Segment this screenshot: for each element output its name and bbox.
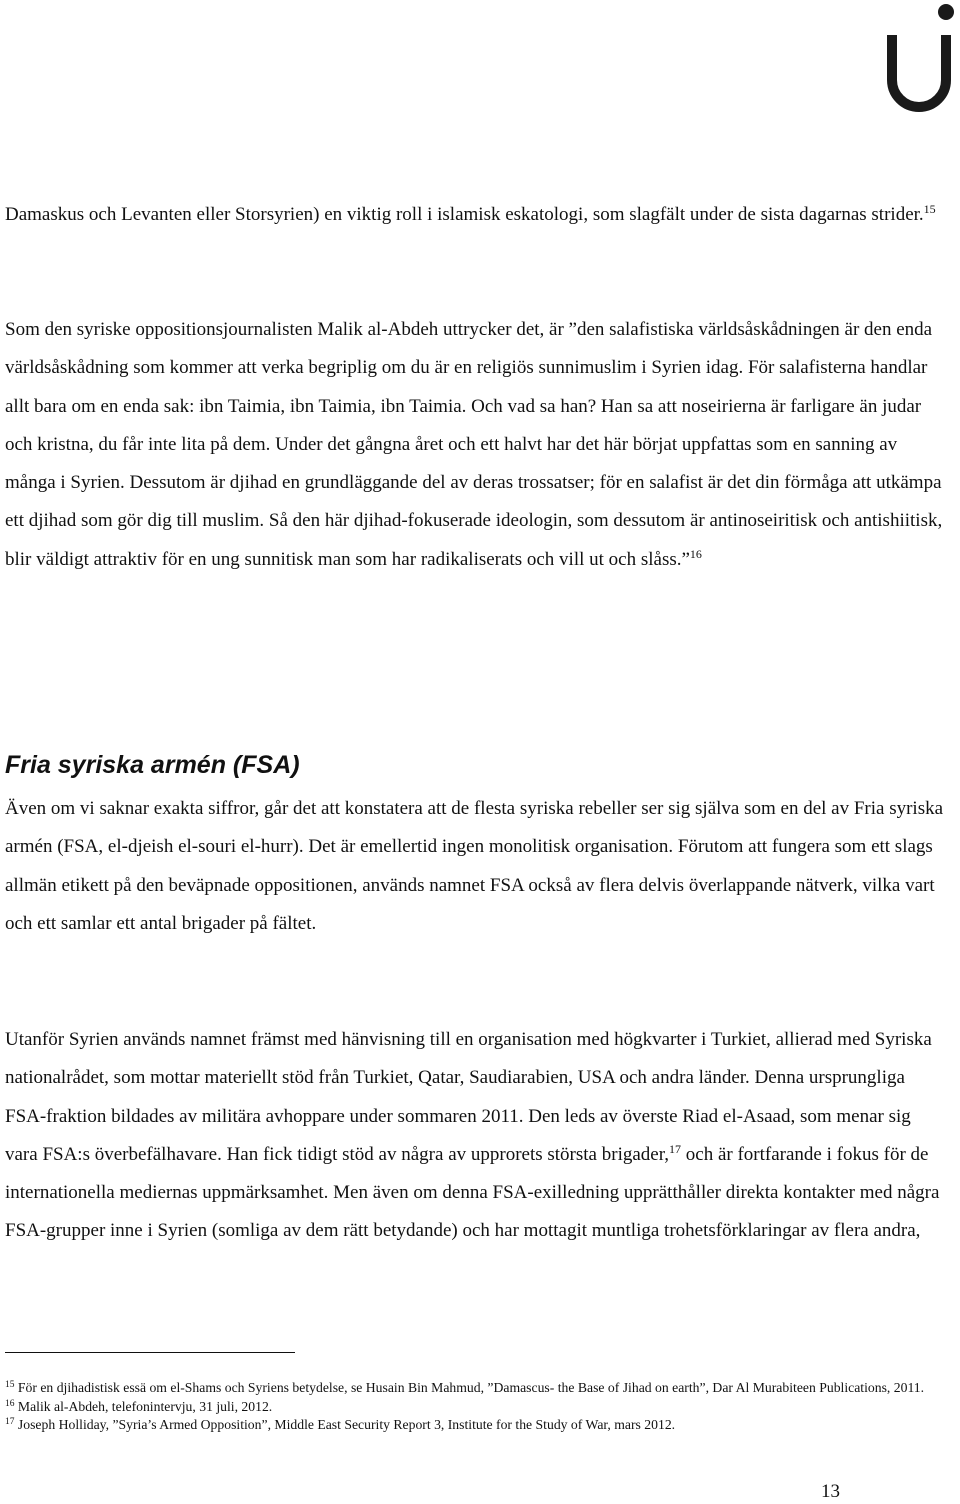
- footnote-ref-16[interactable]: 16: [689, 546, 702, 561]
- publisher-logo: [884, 2, 954, 122]
- section-heading: Fria syriska armén (FSA): [5, 751, 300, 779]
- paragraph-4: [5, 1021, 945, 1251]
- page-number: 13: [821, 1481, 840, 1502]
- paragraph-4-text-b: och är fortfarande i fokus för de internationella mediernas uppmärksamhet. Men även om denna FSA-exilledning upprätthåller direkta kontakter med några FSA-grupper inne i Syrien (somliga av dem rätt betydande) och har mottagit muntliga trohetsförklaringar av flera andra,: [5, 1143, 940, 1242]
- footnote-16-number: 16: [5, 1398, 15, 1409]
- paragraph-1-text: Damaskus och Levanten eller Storsyrien) en viktig roll i islamisk eskatologi, som slagfält under de sista dagarnas strider.: [5, 204, 924, 225]
- footnote-15: [5, 1379, 945, 1398]
- footnote-17: [5, 1416, 945, 1435]
- footnote-15-text: För en djihadistisk essä om el-Shams och Syriens betydelse, se Husain Bin Mahmud, ”Damascus- the Base of Jihad on earth”, Dar Al Murabiteen Publications, 2011.: [14, 1380, 925, 1395]
- paragraph-1: [5, 196, 945, 234]
- paragraph-4-text-a: Utanför Syrien används namnet främst med hänvisning till en organisation med högkvarter i Turkiet, allierad med Syriska nationalrådet, som mottar materiellt stöd från Turkiet, Qatar, Saudiarabien, USA och andra länder. Denna ursprungliga FSA-fraktion bildades av militära avhoppare under sommaren 2011. Den leds av överste Riad el-Asaad, som menar sig vara FSA:s överbefälhavare. Han fick tidigt stöd av några av upprorets största brigader,: [5, 1029, 932, 1165]
- footnote-separator: [5, 1352, 295, 1353]
- paragraph-3-text: Även om vi saknar exakta siffror, går det att konstatera att de flesta syriska rebeller ser sig själva som en del av Fria syriska armén (FSA, el-djeish el-souri el-hurr). Det är emellertid ingen monolitisk organisation. Förutom att fungera som ett slags allmän etikett på den beväpnade oppositionen, används namnet FSA också av flera delvis överlappande nätverk, vilka vart och ett samlar ett antal brigader på fältet.: [5, 798, 944, 934]
- paragraph-2: [5, 311, 945, 579]
- paragraph-3: [5, 790, 945, 943]
- paragraph-2-text: Som den syriske oppositionsjournalisten Malik al-Abdeh uttrycker det, är ”den salafistiska världsåskådningen är den enda världsåskådning som kommer att verka begriplig om du är en religiös sunnimuslim i Syrien idag. För salafisterna handlar allt bara om en enda sak: ibn Taimia, ibn Taimia, ibn Taimia. Och vad sa han? Han sa att noseirierna är farligare än judar och kristna, du får inte lita på dem. Under det gångna året och ett halvt har det här börjat uppfattas som en sanning av många i Syrien. Dessutom är djihad en grundläggande del av deras trossatser; för en salafist är det din förmåga att utkämpa ett djihad som gör dig till muslim. Så den här djihad-fokuserade ideologin, som dessutom är antinoseiritisk och antishiitisk, blir väldigt attraktiv för en ung sunnitisk man som har radikaliserats och vill ut och slåss.”: [5, 319, 943, 570]
- footnote-15-number: 15: [5, 1380, 15, 1390]
- footnote-ref-17[interactable]: 17: [669, 1141, 682, 1156]
- footnote-16: [5, 1398, 945, 1417]
- footnotes: [5, 1379, 945, 1435]
- footnote-16-text: Malik al-Abdeh, telefonintervju, 31 juli, 2012.: [14, 1398, 273, 1414]
- footnote-17-number: 17: [5, 1417, 15, 1427]
- footnote-ref-15[interactable]: 15: [923, 202, 936, 216]
- footnote-17-text: Joseph Holliday, ”Syria’s Armed Opposition”, Middle East Security Report 3, Institute for the Study of War, mars 2012.: [14, 1417, 676, 1432]
